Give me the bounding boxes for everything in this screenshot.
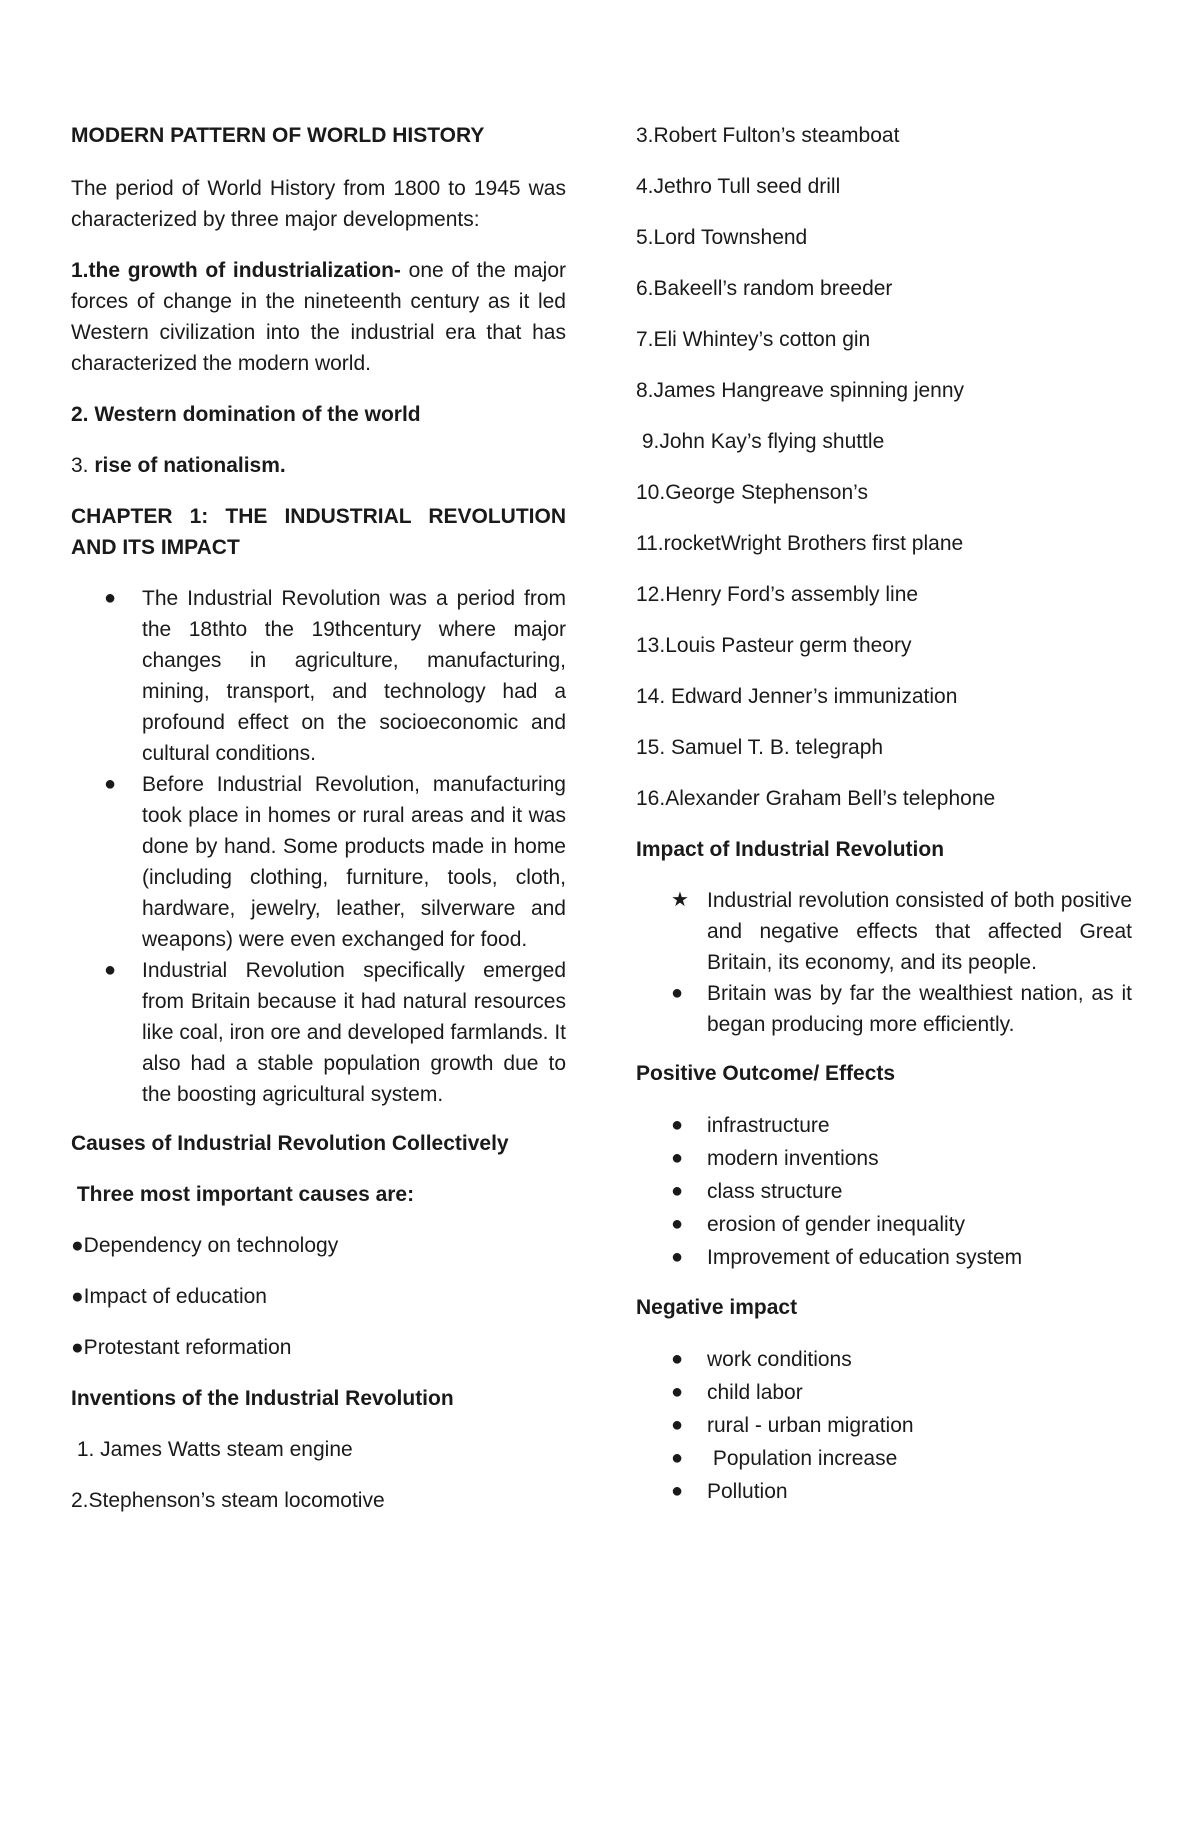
impact-bullet-list xyxy=(636,885,1132,1040)
bullet-icon: ● xyxy=(671,1114,684,1136)
bullet-icon: ● xyxy=(671,982,684,1004)
bullet-icon: ● xyxy=(104,959,117,981)
left-column xyxy=(71,120,566,1536)
invention-item: 1. James Watts steam engine xyxy=(71,1438,353,1461)
list-item xyxy=(636,1475,1132,1508)
invention-item: 6.Bakeell’s random breeder xyxy=(636,277,893,300)
bullet-text: class structure xyxy=(707,1180,843,1203)
list-item xyxy=(636,1343,1132,1376)
bullet-icon: ● xyxy=(104,773,117,795)
bullet-text: modern inventions xyxy=(707,1147,879,1170)
bullet-text: Industrial revolution consisted of both positive and negative effects that affected Great Britain, its economy, and its people. xyxy=(707,889,1132,974)
positive-heading: Positive Outcome/ Effects xyxy=(636,1062,896,1085)
invention-item: 12.Henry Ford’s assembly line xyxy=(636,583,919,606)
invention-item: 2.Stephenson’s steam locomotive xyxy=(71,1489,385,1512)
list-item xyxy=(636,1409,1132,1442)
invention-item: 10.George Stephenson’s xyxy=(636,481,868,504)
bullet-icon: ● xyxy=(671,1147,684,1169)
bullet-text: Pollution xyxy=(707,1480,788,1503)
list-item xyxy=(71,583,566,769)
bullet-text: The Industrial Revolution was a period from the 18thto the 19thcentury where major changes in agriculture, manufacturing, mining, transport, and technology had a profound effect on the socioeconomic and cultural conditions. xyxy=(142,587,566,765)
positive-list xyxy=(636,1109,1132,1274)
bullet-icon: ● xyxy=(671,1414,684,1436)
bullet-text: Britain was by far the wealthiest nation, as it began producing more efficiently. xyxy=(707,982,1132,1036)
impact-heading: Impact of Industrial Revolution xyxy=(636,838,945,861)
bullet-icon: ● xyxy=(671,1348,684,1370)
bullet-icon: ● xyxy=(104,587,117,609)
invention-item: 8.James Hangreave spinning jenny xyxy=(636,379,965,402)
star-icon: ★ xyxy=(671,889,689,911)
development-2: 2. Western domination of the world xyxy=(71,403,421,426)
list-item xyxy=(636,1376,1132,1409)
bullet-text: Improvement of education system xyxy=(707,1246,1023,1269)
inventions-list-continued xyxy=(636,120,1132,814)
bullet-icon: ● xyxy=(671,1246,684,1268)
invention-item: 14. Edward Jenner’s immunization xyxy=(636,685,958,708)
chapter-heading: CHAPTER 1: THE INDUSTRIAL REVOLUTION AND ITS IMPACT xyxy=(71,505,566,559)
invention-item: 16.Alexander Graham Bell’s telephone xyxy=(636,787,996,810)
cause-item: ●Impact of education xyxy=(71,1285,267,1308)
negative-list xyxy=(636,1343,1132,1508)
development-3-number: 3. xyxy=(71,454,89,477)
bullet-icon: ● xyxy=(671,1180,684,1202)
invention-item: 4.Jethro Tull seed drill xyxy=(636,175,841,198)
causes-heading: Causes of Industrial Revolution Collectively xyxy=(71,1132,509,1155)
cause-item: ●Protestant reformation xyxy=(71,1336,292,1359)
bullet-text: child labor xyxy=(707,1381,803,1404)
bullet-text: erosion of gender inequality xyxy=(707,1213,966,1236)
list-item xyxy=(636,1241,1132,1274)
list-item xyxy=(71,955,566,1110)
list-item xyxy=(636,1442,1132,1475)
list-item xyxy=(636,1142,1132,1175)
invention-item: 7.Eli Whintey’s cotton gin xyxy=(636,328,871,351)
bullet-text: Population increase xyxy=(707,1447,898,1470)
bullet-text: work conditions xyxy=(707,1348,852,1371)
list-item xyxy=(636,978,1132,1040)
right-column xyxy=(636,120,1132,1526)
page-title: MODERN PATTERN OF WORLD HISTORY xyxy=(71,124,485,147)
invention-item: 15. Samuel T. B. telegraph xyxy=(636,736,884,759)
bullet-text: Before Industrial Revolution, manufacturing took place in homes or rural areas and it was done by hand. Some products made in home (including clothing, furniture, tools, cloth, hardware, jewelry, leather, silverware and weapons) were even exchanged for food. xyxy=(142,773,566,951)
development-1-text: one of the major forces of change in the nineteenth century as it led Western civilization into the industrial era that has characterized the modern world. xyxy=(71,259,567,375)
list-item xyxy=(636,1109,1132,1142)
bullet-icon: ● xyxy=(671,1480,684,1502)
invention-item: 3.Robert Fulton’s steamboat xyxy=(636,124,900,147)
list-item xyxy=(636,1175,1132,1208)
cause-item: ●Dependency on technology xyxy=(71,1234,339,1257)
development-3-text: rise of nationalism. xyxy=(88,454,286,477)
bullet-text: rural - urban migration xyxy=(707,1414,914,1437)
bullet-icon: ● xyxy=(671,1381,684,1403)
invention-item: 11.rocketWright Brothers first plane xyxy=(636,532,964,555)
overview-bullet-list xyxy=(71,583,566,1110)
invention-item: 13.Louis Pasteur germ theory xyxy=(636,634,912,657)
bullet-text: infrastructure xyxy=(707,1114,830,1137)
bullet-icon: ● xyxy=(671,1447,684,1469)
development-3 xyxy=(71,450,566,481)
list-item xyxy=(636,1208,1132,1241)
bullet-icon: ● xyxy=(671,1213,684,1235)
intro-paragraph: The period of World History from 1800 to 1945 was characterized by three major developments: xyxy=(71,177,566,231)
list-item xyxy=(636,885,1132,978)
list-item xyxy=(71,769,566,955)
invention-item: 5.Lord Townshend xyxy=(636,226,808,249)
causes-subheading: Three most important causes are: xyxy=(71,1183,415,1206)
negative-heading: Negative impact xyxy=(636,1296,798,1319)
invention-item: 9.John Kay’s flying shuttle xyxy=(636,430,885,453)
inventions-heading: Inventions of the Industrial Revolution xyxy=(71,1387,454,1410)
development-1 xyxy=(71,255,566,379)
development-1-term: 1.the growth of industrialization- xyxy=(71,259,401,282)
bullet-text: Industrial Revolution specifically emerged from Britain because it had natural resources like coal, iron ore and developed farmlands. It also had a stable population growth due to the boosting agricultural system. xyxy=(142,959,566,1106)
